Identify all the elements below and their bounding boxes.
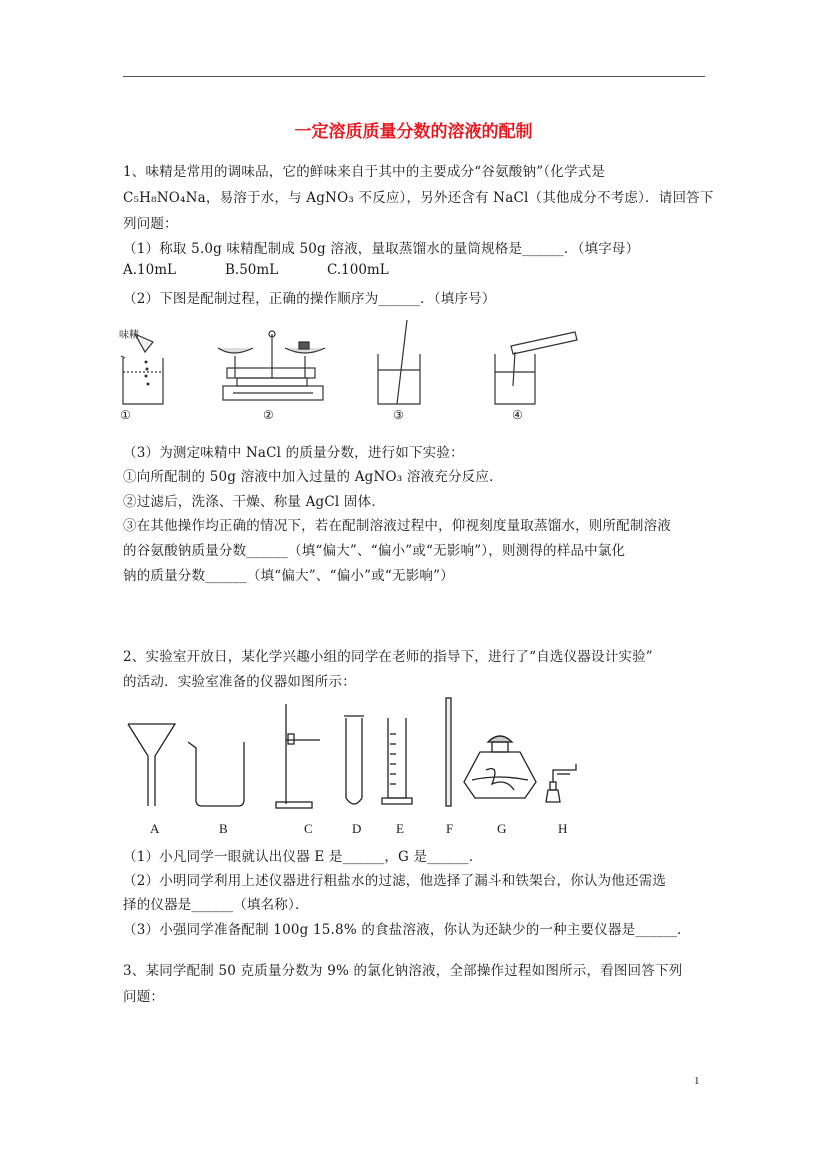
q2-apparatus-figure [120,694,590,818]
balance-icon [218,331,325,400]
q1-line2: C₅H₈NO₄Na，易溶于水，与 AgNO₃ 不反应），另外还含有 NaCl（其他成分不考虑）．请回答下 [123,190,714,206]
q1-step2: ②过滤后，洗涤、干燥、称量 AgCl 固体． [123,494,386,510]
q1-step3-line1: ③在其他操作均正确的情况下，若在配制溶液过程中，仰视刻度量取蒸馏水，则所配制溶液 [123,518,671,534]
q2-part2-line2: 择的仪器是______（填名称）． [123,897,309,913]
q2-part1: （1）小凡同学一眼就认出仪器 E 是______，G 是______． [123,849,483,865]
q1-step1: ①向所配制的 50g 溶液中加入过量的 AgNO₃ 溶液充分反应． [123,469,503,485]
measuring-cylinder-icon [382,718,412,804]
fig-label-weijing: 味精 [119,330,139,341]
apparatus-label-d: D [352,821,362,836]
header-rule [123,76,705,77]
apparatus-label-a: A [150,821,160,836]
apparatus-label-g: G [497,821,507,836]
q1-option-a: A.10mL [123,262,176,278]
step-number-1: ① [120,408,131,422]
page-title: 一定溶质质量分数的溶液的配制 [294,122,533,142]
q1-procedure-figure [115,312,575,430]
q1-option-b: B.50mL [225,262,279,278]
glass-rod-icon [446,698,451,806]
step-number-4: ④ [512,408,523,422]
q1-part3: （3）为测定味精中 NaCl 的质量分数，进行如下实验： [123,445,464,461]
alcohol-lamp-icon [464,736,536,798]
step-number-2: ② [263,408,274,422]
step-number-3: ③ [393,408,404,422]
pouring-solid-icon [121,334,163,404]
q3-line2: 问题： [123,989,165,1005]
q1-part1: （1）称取 5.0g 味精配制成 50g 溶液，量取蒸馏水的量筒规格是______．（填字母） [123,241,640,257]
q2-line2: 的活动．实验室准备的仪器如图所示： [123,674,356,690]
q2-part3: （3）小强同学准备配制 100g 15.8% 的食盐溶液，你认为还缺少的一种主要仪器是______． [123,922,691,938]
q2-part2-line1: （2）小明同学利用上述仪器进行粗盐水的过滤，他选择了漏斗和铁架台，你认为他还需选 [123,873,667,889]
q2-line1: 2、实验室开放日，某化学兴趣小组的同学在老师的指导下，进行了“自选仪器设计实验” [123,649,653,665]
iron-stand-icon [276,704,320,808]
q1-option-c: C.100mL [327,262,389,278]
q1-step3-line3: 钠的质量分数______（填“偏大”、“偏小”或“无影响”） [123,568,454,584]
beaker-icon [188,742,244,806]
apparatus-label-h: H [558,821,568,836]
q1-step3-line2: 的谷氨酸钠质量分数______（填“偏大”、“偏小”或“无影响”），则测得的样品中氯化 [123,543,626,559]
q1-line1: 1、味精是常用的调味品，它的鲜味来自于其中的主要成分“谷氨酸钠”（化学式是 [123,164,606,180]
funnel-icon [128,724,175,806]
stirring-icon [378,320,420,404]
apparatus-label-f: F [446,821,454,836]
apparatus-label-b: B [219,821,228,836]
pouring-liquid-icon [495,332,577,404]
q1-line3: 列问题： [123,216,178,232]
test-tube-icon [344,716,364,804]
apparatus-label-c: C [304,821,313,836]
apparatus-label-e: E [396,821,404,836]
q1-part2: （2）下图是配制过程，正确的操作顺序为______．（填序号） [123,291,496,307]
q3-line1: 3、某同学配制 50 克质量分数为 9% 的氯化钠溶液，全部操作过程如图所示，看图回答下列 [123,963,683,979]
page-number: 1 [694,1075,700,1087]
dropper-icon [546,764,576,802]
